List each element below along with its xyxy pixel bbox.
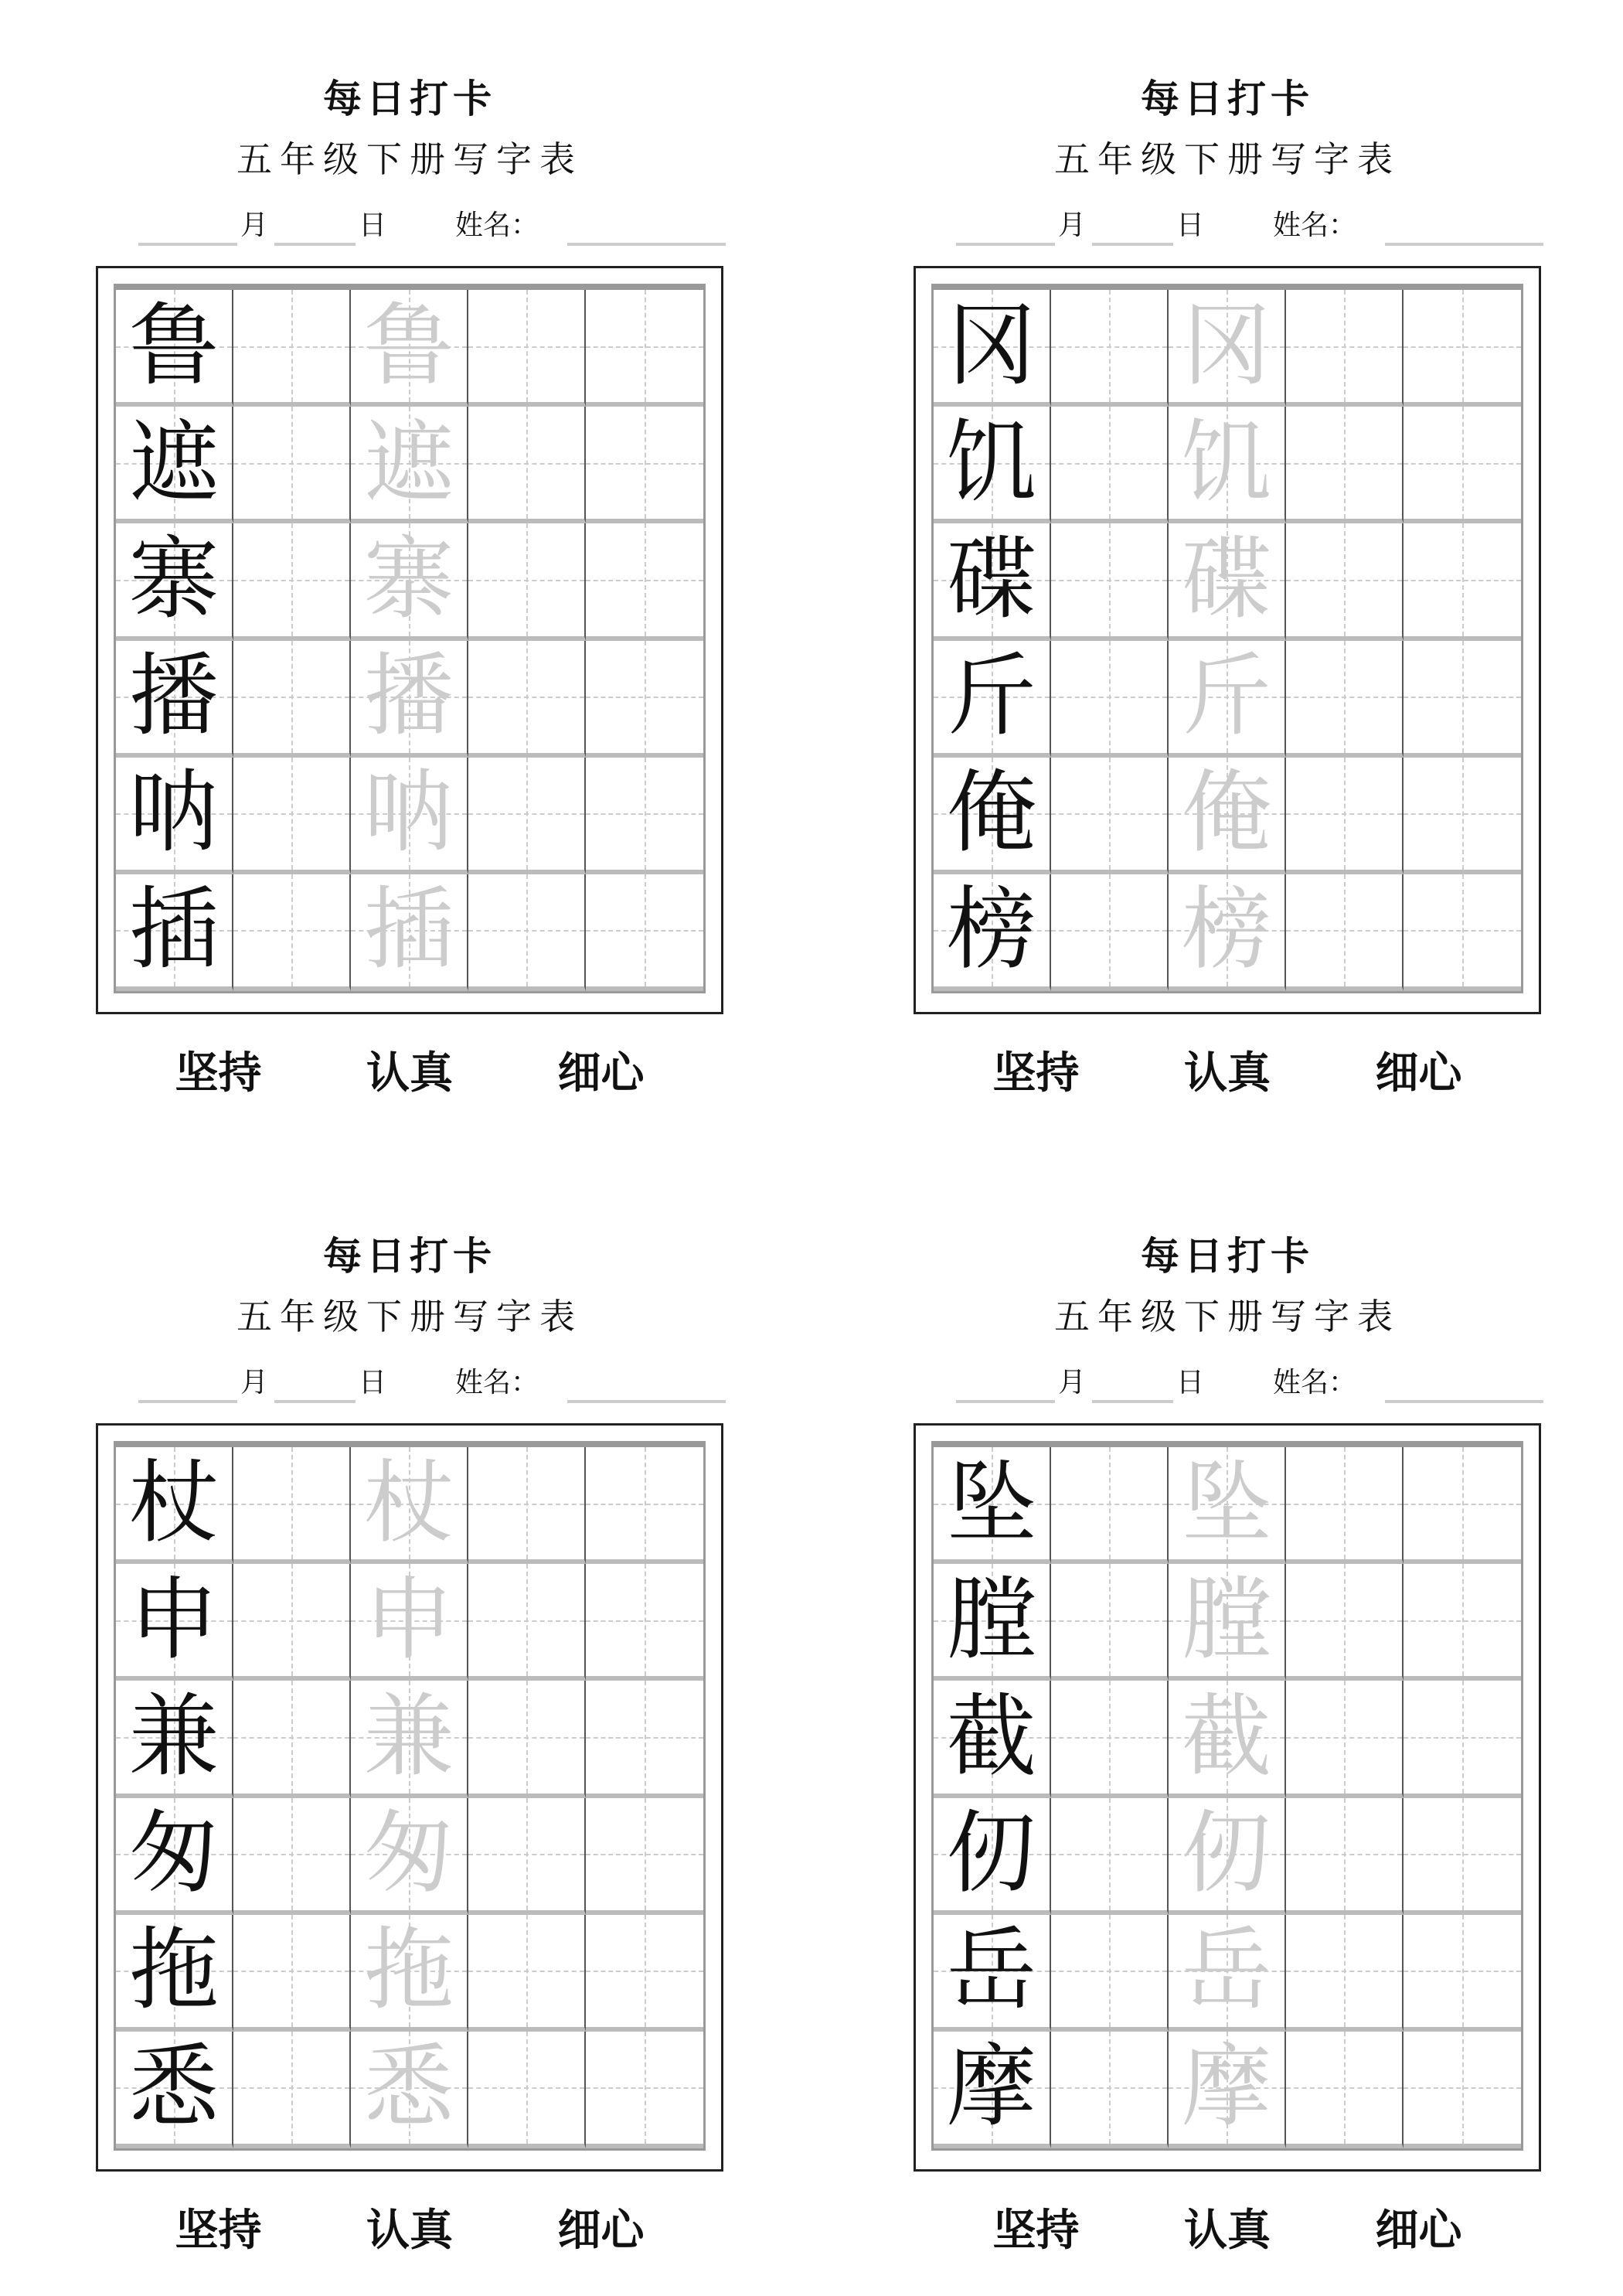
practice-sheet (914, 0, 1541, 1129)
day-label: 日 (1176, 1367, 1205, 1398)
footer-word: 坚持 (992, 2205, 1080, 2256)
trace-character-cell[interactable] (351, 758, 468, 874)
footer-word: 细心 (557, 1048, 645, 1099)
name-blank[interactable] (1385, 243, 1543, 246)
name-label: 姓名： (455, 210, 539, 241)
footer-word: 坚持 (992, 1048, 1080, 1099)
model-character-cell (116, 1447, 233, 1564)
practice-cell[interactable] (586, 1915, 703, 2032)
writing-grid-frame (96, 1423, 723, 2172)
model-character: 遮 (129, 410, 219, 515)
model-character: 呐 (129, 761, 219, 866)
model-character: 斤 (947, 644, 1036, 749)
model-character-cell (116, 1681, 233, 1797)
model-character-cell (116, 641, 233, 758)
practice-sheet (96, 0, 723, 1129)
practice-cell[interactable] (233, 290, 351, 407)
sheet-subtitle: 五年级下册写字表 (1054, 1296, 1400, 1337)
trace-character-cell[interactable] (351, 1447, 468, 1564)
practice-cell[interactable] (586, 290, 703, 407)
model-character: 鲁 (129, 293, 219, 398)
trace-character: 坠 (1182, 1450, 1271, 1555)
model-character-cell (934, 1681, 1051, 1797)
practice-cell[interactable] (586, 641, 703, 758)
model-character-cell (934, 2032, 1051, 2148)
trace-character-cell[interactable] (1169, 407, 1286, 523)
writing-grid-frame (96, 266, 723, 1014)
model-character: 俺 (947, 761, 1036, 866)
trace-character-cell[interactable] (351, 523, 468, 640)
model-character: 悉 (129, 2035, 219, 2140)
model-character: 榜 (947, 877, 1036, 983)
trace-character-cell[interactable] (1169, 641, 1286, 758)
practice-cell[interactable] (1051, 407, 1169, 523)
trace-character: 饥 (1182, 410, 1271, 515)
practice-cell[interactable] (1404, 874, 1521, 991)
model-character: 碟 (947, 526, 1036, 632)
month-blank[interactable] (138, 243, 237, 246)
model-character-cell (116, 1564, 233, 1681)
writing-grid (114, 284, 706, 993)
practice-cell[interactable] (586, 758, 703, 874)
trace-character-cell[interactable] (1169, 1681, 1286, 1797)
sheet-title: 每日打卡 (1141, 1233, 1314, 1279)
practice-cell[interactable] (1404, 2032, 1521, 2148)
practice-cell[interactable] (468, 1798, 586, 1915)
trace-character-cell[interactable] (351, 2032, 468, 2148)
practice-cell[interactable] (1404, 407, 1521, 523)
sheet-title: 每日打卡 (323, 76, 496, 121)
model-character: 膛 (947, 1567, 1036, 1672)
trace-character-cell[interactable] (1169, 1915, 1286, 2032)
sheet-title: 每日打卡 (1141, 76, 1314, 121)
model-character-cell (934, 874, 1051, 991)
trace-character: 俺 (1182, 761, 1271, 866)
name-blank[interactable] (567, 243, 726, 246)
practice-sheet (96, 1157, 723, 2286)
trace-character: 申 (364, 1567, 454, 1672)
practice-cell[interactable] (1051, 1798, 1169, 1915)
practice-cell[interactable] (233, 1564, 351, 1681)
model-character: 播 (129, 644, 219, 749)
month-blank[interactable] (956, 243, 1055, 246)
month-label: 月 (1058, 210, 1087, 241)
practice-cell[interactable] (1286, 1447, 1404, 1564)
trace-character: 仞 (1182, 1801, 1271, 1906)
practice-cell[interactable] (1404, 290, 1521, 407)
practice-cell[interactable] (1051, 290, 1169, 407)
model-character: 拖 (129, 1918, 219, 2023)
practice-cell[interactable] (1286, 1681, 1404, 1797)
practice-cell[interactable] (586, 1681, 703, 1797)
model-character: 截 (947, 1684, 1036, 1789)
practice-cell[interactable] (1286, 758, 1404, 874)
practice-cell[interactable] (1051, 1564, 1169, 1681)
trace-character-cell[interactable] (1169, 1447, 1286, 1564)
model-character-cell (934, 758, 1051, 874)
practice-cell[interactable] (1286, 1798, 1404, 1915)
sheet-footer (96, 2196, 723, 2258)
practice-cell[interactable] (1404, 1447, 1521, 1564)
trace-character-cell[interactable] (1169, 1564, 1286, 1681)
practice-cell[interactable] (586, 1564, 703, 1681)
practice-cell[interactable] (1286, 290, 1404, 407)
trace-character-cell[interactable] (1169, 1798, 1286, 1915)
practice-cell[interactable] (468, 874, 586, 991)
practice-cell[interactable] (586, 523, 703, 640)
trace-character-cell[interactable] (351, 1798, 468, 1915)
practice-cell[interactable] (468, 407, 586, 523)
date-name-line (138, 1366, 726, 1405)
practice-cell[interactable] (468, 523, 586, 640)
model-character: 岳 (947, 1918, 1036, 2023)
trace-character: 岳 (1182, 1918, 1271, 2023)
trace-character: 鲁 (364, 293, 454, 398)
model-character-cell (934, 1564, 1051, 1681)
footer-word: 认真 (366, 2205, 453, 2256)
model-character: 兼 (129, 1684, 219, 1789)
model-character-cell (116, 1915, 233, 2032)
practice-cell[interactable] (1051, 758, 1169, 874)
trace-character: 碟 (1182, 526, 1271, 632)
name-label: 姓名： (1273, 210, 1357, 241)
practice-cell[interactable] (233, 407, 351, 523)
practice-cell[interactable] (468, 641, 586, 758)
practice-cell[interactable] (468, 1447, 586, 1564)
trace-character: 膛 (1182, 1567, 1271, 1672)
sheet-subtitle: 五年级下册写字表 (236, 138, 583, 180)
practice-cell[interactable] (1404, 1564, 1521, 1681)
practice-cell[interactable] (233, 641, 351, 758)
practice-cell[interactable] (233, 874, 351, 991)
month-blank[interactable] (956, 1400, 1055, 1403)
sheet-footer (914, 1039, 1541, 1101)
trace-character-cell[interactable] (351, 407, 468, 523)
date-name-line (138, 209, 726, 247)
trace-character: 遮 (364, 410, 454, 515)
practice-cell[interactable] (468, 1564, 586, 1681)
practice-cell[interactable] (1286, 523, 1404, 640)
model-character-cell (934, 290, 1051, 407)
month-label: 月 (240, 210, 269, 241)
day-blank[interactable] (1092, 1400, 1173, 1403)
trace-character: 匆 (364, 1801, 454, 1906)
footer-word: 认真 (1184, 2205, 1271, 2256)
day-label: 日 (1176, 210, 1205, 241)
practice-cell[interactable] (1051, 523, 1169, 640)
trace-character-cell[interactable] (351, 641, 468, 758)
practice-cell[interactable] (1286, 407, 1404, 523)
model-character: 杖 (129, 1450, 219, 1555)
trace-character: 兼 (364, 1684, 454, 1789)
trace-character-cell[interactable] (1169, 523, 1286, 640)
trace-character: 杖 (364, 1450, 454, 1555)
name-label: 姓名： (1273, 1367, 1357, 1398)
trace-character: 寨 (364, 526, 454, 632)
practice-cell[interactable] (1404, 641, 1521, 758)
footer-word: 坚持 (175, 1048, 262, 1099)
practice-cell[interactable] (1051, 1447, 1169, 1564)
practice-cell[interactable] (468, 1915, 586, 2032)
practice-cell[interactable] (468, 758, 586, 874)
trace-character: 冈 (1182, 293, 1271, 398)
footer-word: 细心 (557, 2205, 645, 2256)
practice-cell[interactable] (1404, 1915, 1521, 2032)
trace-character: 截 (1182, 1684, 1271, 1789)
day-blank[interactable] (274, 1400, 356, 1403)
model-character-cell (934, 1798, 1051, 1915)
practice-cell[interactable] (586, 874, 703, 991)
model-character-cell (116, 874, 233, 991)
trace-character-cell[interactable] (351, 290, 468, 407)
practice-cell[interactable] (1051, 1915, 1169, 2032)
trace-character: 榜 (1182, 877, 1271, 983)
footer-word: 细心 (1375, 2205, 1462, 2256)
sheet-footer (914, 2196, 1541, 2258)
model-character: 申 (129, 1567, 219, 1672)
writing-grid (931, 1441, 1523, 2151)
model-character-cell (116, 523, 233, 640)
month-blank[interactable] (138, 1400, 237, 1403)
practice-cell[interactable] (233, 1681, 351, 1797)
writing-grid-frame (914, 266, 1541, 1014)
practice-cell[interactable] (233, 1915, 351, 2032)
model-character: 摩 (947, 2035, 1036, 2140)
trace-character: 悉 (364, 2035, 454, 2140)
footer-word: 认真 (1184, 1048, 1271, 1099)
sheet-subtitle: 五年级下册写字表 (236, 1296, 583, 1337)
practice-cell[interactable] (233, 2032, 351, 2148)
practice-cell[interactable] (468, 1681, 586, 1797)
model-character-cell (934, 641, 1051, 758)
trace-character-cell[interactable] (1169, 290, 1286, 407)
practice-cell[interactable] (1286, 1915, 1404, 2032)
date-name-line (956, 209, 1543, 247)
model-character: 坠 (947, 1450, 1036, 1555)
trace-character: 斤 (1182, 644, 1271, 749)
practice-cell[interactable] (1051, 2032, 1169, 2148)
practice-cell[interactable] (1286, 2032, 1404, 2148)
trace-character-cell[interactable] (351, 1915, 468, 2032)
practice-cell[interactable] (468, 290, 586, 407)
model-character-cell (116, 290, 233, 407)
writing-grid-frame (914, 1423, 1541, 2172)
day-blank[interactable] (274, 243, 356, 246)
practice-cell[interactable] (1286, 641, 1404, 758)
footer-word: 细心 (1375, 1048, 1462, 1099)
model-character-cell (934, 523, 1051, 640)
trace-character: 呐 (364, 761, 454, 866)
month-label: 月 (1058, 1367, 1087, 1398)
writing-grid (931, 284, 1523, 993)
name-label: 姓名： (455, 1367, 539, 1398)
name-blank[interactable] (1385, 1400, 1543, 1403)
practice-cell[interactable] (468, 2032, 586, 2148)
model-character-cell (934, 1447, 1051, 1564)
trace-character: 插 (364, 877, 454, 983)
sheet-footer (96, 1039, 723, 1101)
practice-sheet (914, 1157, 1541, 2286)
day-label: 日 (359, 210, 387, 241)
model-character-cell (934, 1915, 1051, 2032)
trace-character: 摩 (1182, 2035, 1271, 2140)
practice-cell[interactable] (586, 2032, 703, 2148)
practice-cell[interactable] (1051, 1681, 1169, 1797)
model-character-cell (116, 758, 233, 874)
sheet-subtitle: 五年级下册写字表 (1054, 138, 1400, 180)
day-label: 日 (359, 1367, 387, 1398)
trace-character-cell[interactable] (1169, 758, 1286, 874)
trace-character: 播 (364, 644, 454, 749)
sheet-title: 每日打卡 (323, 1233, 496, 1279)
practice-cell[interactable] (233, 523, 351, 640)
practice-cell[interactable] (233, 758, 351, 874)
trace-character-cell[interactable] (1169, 874, 1286, 991)
practice-cell[interactable] (586, 1447, 703, 1564)
trace-character-cell[interactable] (1169, 2032, 1286, 2148)
practice-cell[interactable] (233, 1447, 351, 1564)
practice-cell[interactable] (1051, 641, 1169, 758)
model-character: 匆 (129, 1801, 219, 1906)
model-character: 饥 (947, 410, 1036, 515)
practice-cell[interactable] (1404, 523, 1521, 640)
model-character-cell (116, 1798, 233, 1915)
practice-cell[interactable] (1404, 1798, 1521, 1915)
trace-character-cell[interactable] (351, 1564, 468, 1681)
writing-grid (114, 1441, 706, 2151)
day-blank[interactable] (1092, 243, 1173, 246)
model-character-cell (116, 2032, 233, 2148)
trace-character: 拖 (364, 1918, 454, 2023)
footer-word: 坚持 (175, 2205, 262, 2256)
footer-word: 认真 (366, 1048, 453, 1099)
practice-cell[interactable] (1404, 758, 1521, 874)
model-character: 寨 (129, 526, 219, 632)
month-label: 月 (240, 1367, 269, 1398)
practice-cell[interactable] (586, 1798, 703, 1915)
name-blank[interactable] (567, 1400, 726, 1403)
model-character-cell (934, 407, 1051, 523)
practice-cell[interactable] (233, 1798, 351, 1915)
practice-cell[interactable] (586, 407, 703, 523)
trace-character-cell[interactable] (351, 1681, 468, 1797)
practice-cell[interactable] (1286, 874, 1404, 991)
practice-cell[interactable] (1286, 1564, 1404, 1681)
model-character-cell (116, 407, 233, 523)
practice-cell[interactable] (1051, 874, 1169, 991)
trace-character-cell[interactable] (351, 874, 468, 991)
date-name-line (956, 1366, 1543, 1405)
model-character: 仞 (947, 1801, 1036, 1906)
practice-cell[interactable] (1404, 1681, 1521, 1797)
model-character: 冈 (947, 293, 1036, 398)
model-character: 插 (129, 877, 219, 983)
